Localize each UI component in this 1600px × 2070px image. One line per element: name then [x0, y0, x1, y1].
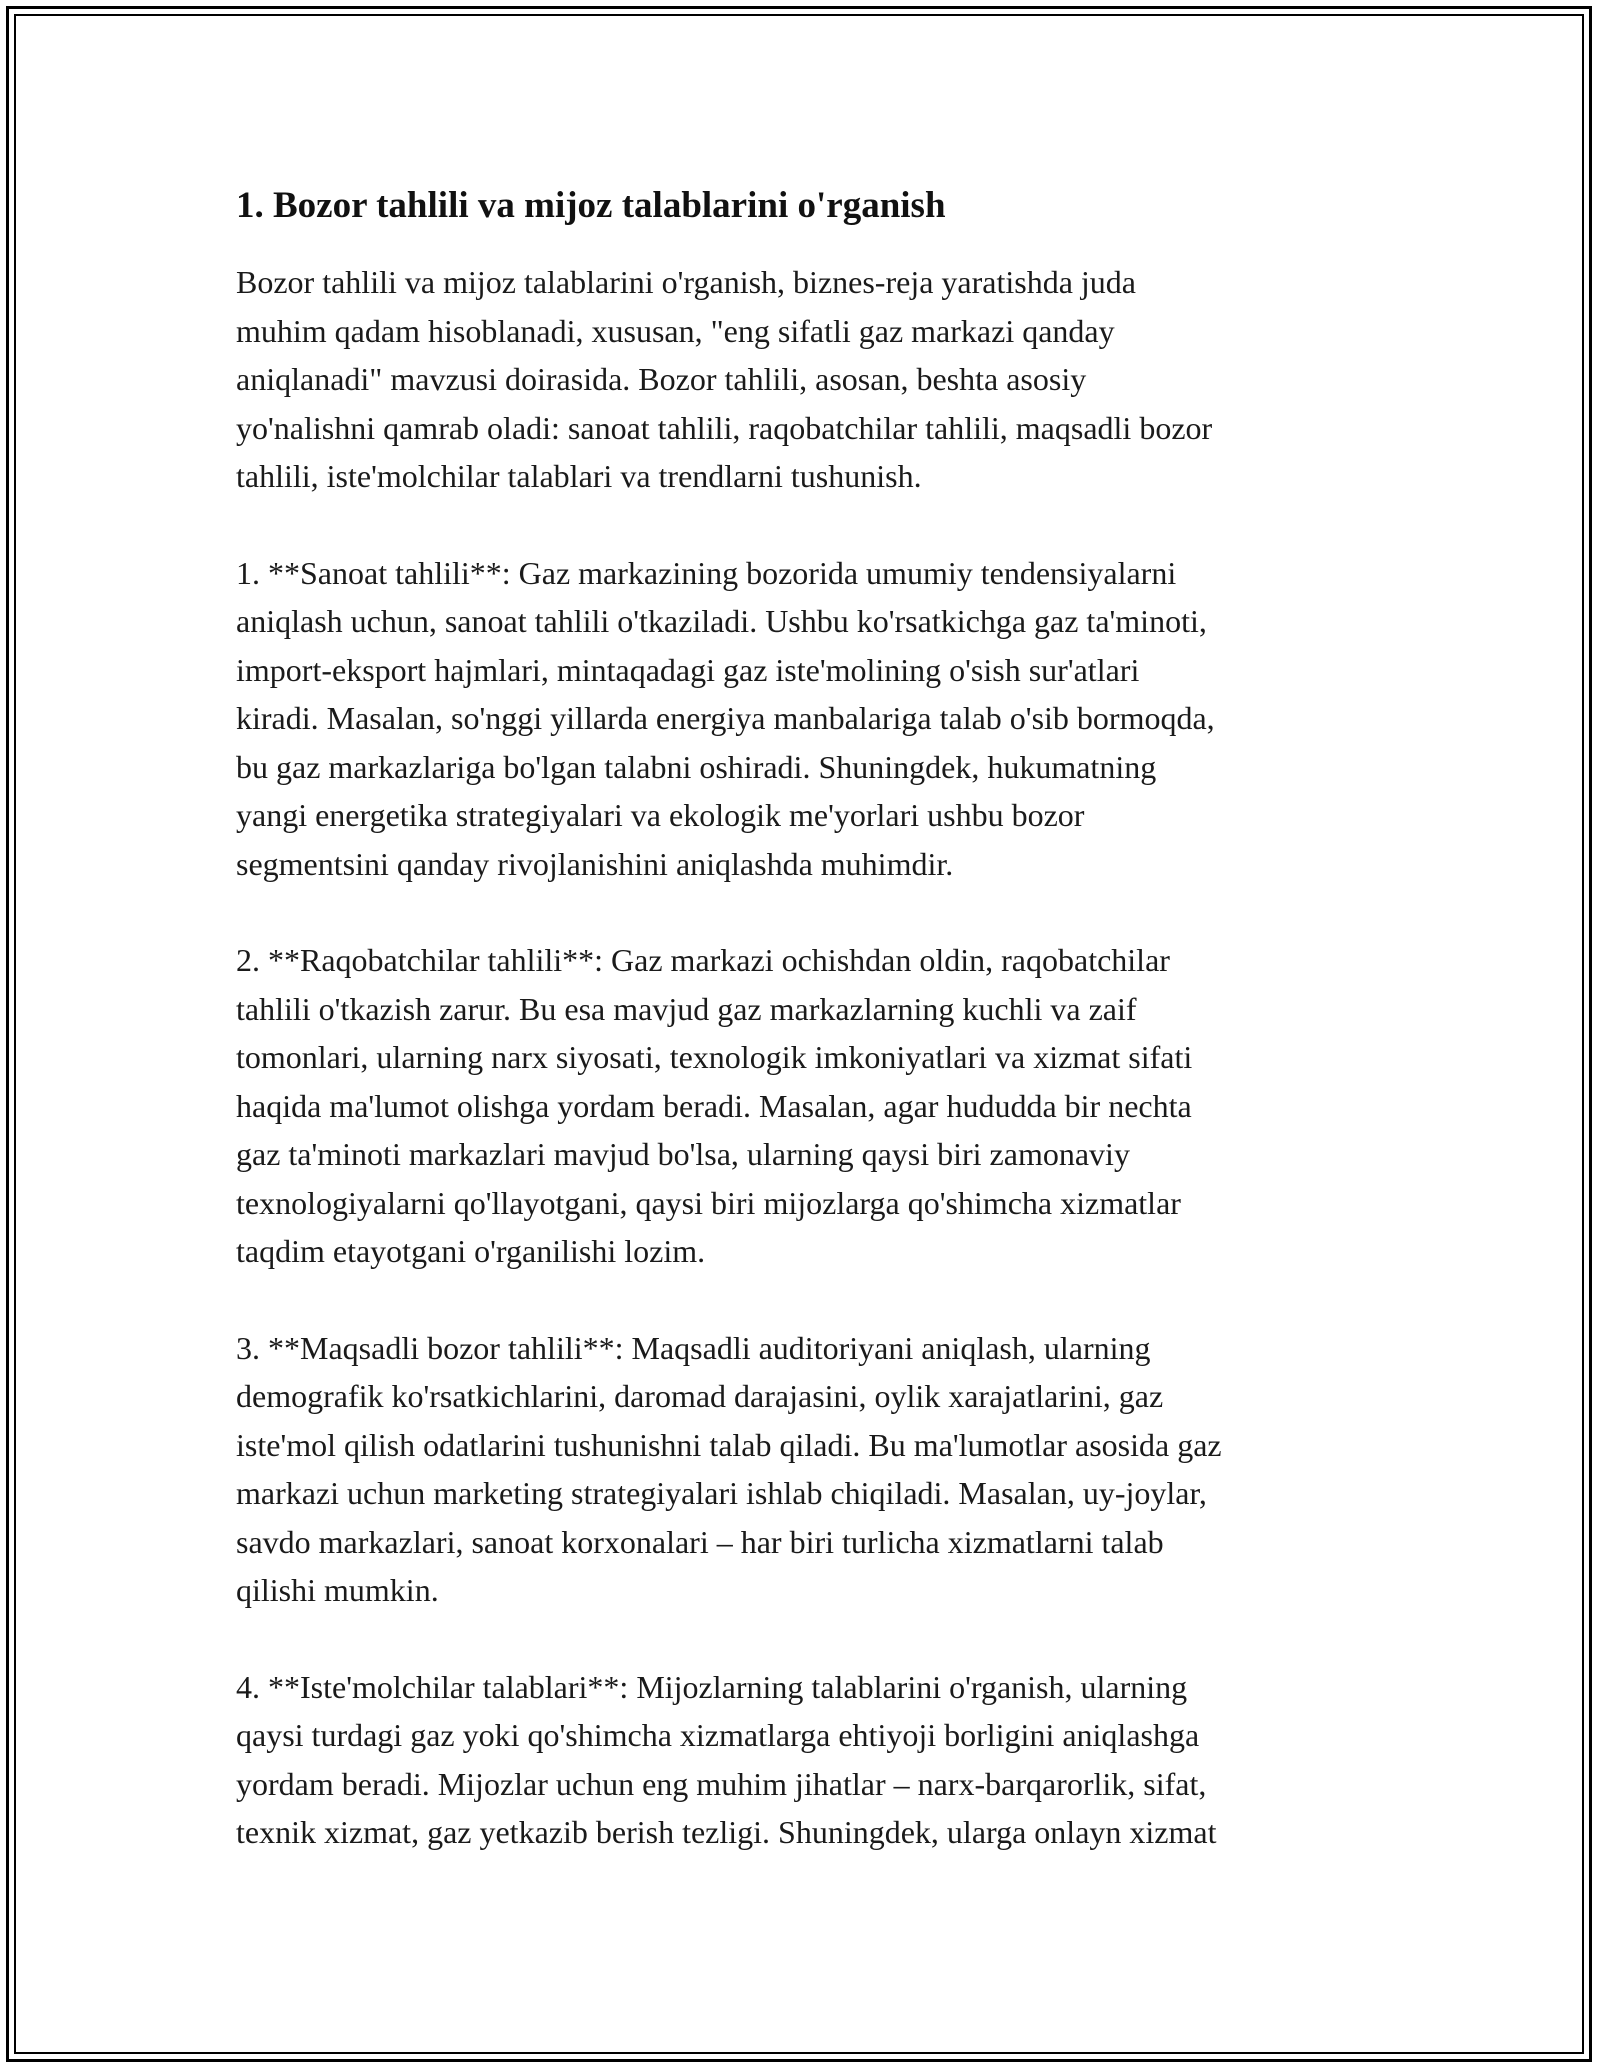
- section-heading: 1. Bozor tahlili va mijoz talablarini o'rganish: [236, 185, 946, 226]
- intro-paragraph: Bozor tahlili va mijoz talablarini o'rganish, biznes-reja yaratishda juda muhim qadam hisoblanadi, xususan, "eng sifatli gaz markazi qanday aniqlanadi" mavzusi doirasida. Bozor tahlili, asosan, beshta asosiy yo'nalishni qamrab oladi: sanoat tahlili, raqobatchilar tahlili, maqsadli bozor tahlili, iste'molchilar talablari va trendlarni tushunish.: [236, 264, 1213, 494]
- competitor-analysis-paragraph: 2. **Raqobatchilar tahlili**: Gaz markazi ochishdan oldin, raqobatchilar tahlili o'tkazish zarur. Bu esa mavjud gaz markazlarning kuchli va zaif tomonlari, ularning narx siyosati, texnologik imkoniyatlari va xizmat sifati haqida ma'lumot olishga yordam beradi. Masalan, agar hududda bir nechta gaz ta'minoti markazlari mavjud bo'lsa, ularning qaysi biri zamonaviy texnologiyalarni qo'llayotgani, qaysi biri mijozlarga qo'shimcha xizmatlar taqdim etayotgani o'rganilishi lozim.: [236, 942, 1193, 1269]
- target-market-paragraph: 3. **Maqsadli bozor tahlili**: Maqsadli auditoriyani aniqlash, ularning demografik ko'rsatkichlarini, daromad darajasini, oylik xarajatlarini, gaz iste'mol qilish odatlarini tushunishni talab qiladi. Bu ma'lumotlar asosida gaz markazi uchun marketing strategiyalari ishlab chiqiladi. Masalan, uy-joylar, savdo markazlari, sanoat korxonalari – har biri turlicha xizmatlarni talab qilishi mumkin.: [236, 1329, 1222, 1608]
- consumer-demands-paragraph: 4. **Iste'molchilar talablari**: Mijozlarning talablarini o'rganish, ularning qaysi turdagi gaz yoki qo'shimcha xizmatlarga ehtiyoji borligini aniqlashga yordam beradi. Mijozlar uchun eng muhim jihatlar – narx-barqarorlik, sifat, texnik xizmat, gaz yetkazib berish tezligi. Shuningdek, ularga onlayn xizmat: [236, 1668, 1217, 1850]
- industry-analysis-paragraph: 1. **Sanoat tahlili**: Gaz markazining bozorida umumiy tendensiyalarni aniqlash uchun, sanoat tahlili o'tkaziladi. Ushbu ko'rsatkichga gaz ta'minoti, import-eksport hajmlari, mintaqadagi gaz iste'molining o'sish sur'atlari kiradi. Masalan, so'nggi yillarda energiya manbalariga talab o'sib bormoqda, bu gaz markazlariga bo'lgan talabni oshiradi. Shuningdek, hukumatning yangi energetika strategiyalari va ekologik me'yorlari ushbu bozor segmentsini qanday rivojlanishini aniqlashda muhimdir.: [236, 554, 1215, 882]
- document-body: [236, 182, 1376, 1905]
